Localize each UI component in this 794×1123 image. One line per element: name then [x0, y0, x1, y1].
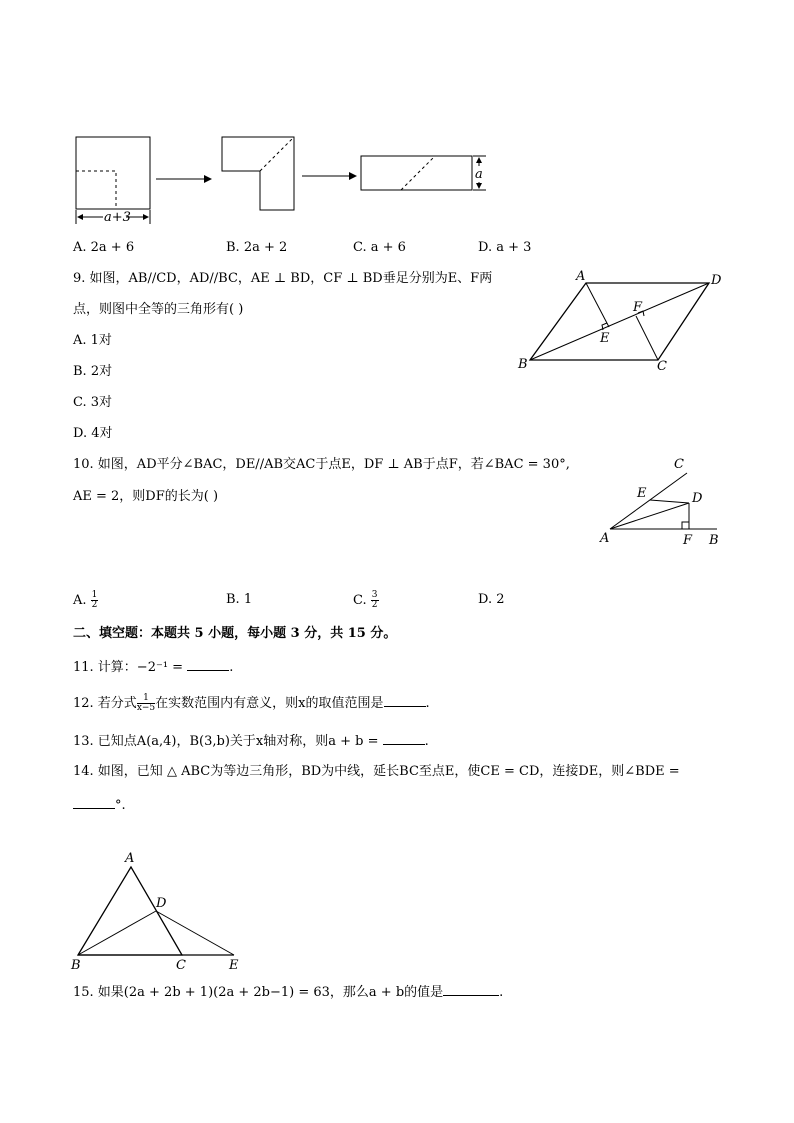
- q10-point-e: E: [637, 486, 647, 501]
- q11-question: 11. 计算：−2⁻¹ = .: [73, 660, 234, 675]
- q10-point-a: A: [600, 531, 610, 546]
- q12-question: 12. 若分式 $\frac{1}{x-5}$ 在实数范围内有意义，则x的取值范围是 .: [73, 693, 430, 713]
- q9-option-c: C. 3对: [73, 395, 113, 410]
- q10-question-line2: AE = 2，则DF的长为( ): [73, 489, 219, 504]
- q9-option-b: B. 2对: [73, 364, 113, 379]
- q10-point-d: D: [692, 491, 703, 506]
- q9-point-b: B: [518, 357, 528, 372]
- q8-option-c: C. a + 6: [353, 240, 406, 255]
- q9-point-f: F: [633, 300, 643, 315]
- q14-point-d: D: [156, 896, 167, 911]
- q9-point-a: A: [576, 269, 586, 284]
- q10-option-a: A. $\frac{1}{2}$: [73, 590, 98, 610]
- q10-option-d: D. 2: [478, 592, 505, 607]
- q8-label-a3: a+3: [104, 210, 131, 225]
- q14-question-line2: °.: [73, 796, 126, 814]
- q10-point-c: C: [674, 457, 684, 472]
- q15-question: 15. 如果(2a + 2b + 1)(2a + 2b−1) = 63，那么a + b的值是 .: [73, 985, 504, 1000]
- q10-point-b: B: [709, 533, 719, 548]
- q8-option-d: D. a + 3: [478, 240, 532, 255]
- q8-label-a: a: [475, 167, 483, 182]
- q14-question-line1: 14. 如图，已知 △ ABC为等边三角形，BD为中线，延长BC至点E，使CE = CD，连接DE，则∠BDE =: [73, 764, 680, 779]
- q9-option-d: D. 4对: [73, 426, 113, 441]
- q10-question-line1: 10. 如图，AD平分∠BAC，DE//AB交AC于点E，DF ⊥ AB于点F，若∠BAC = 30°,: [73, 457, 570, 472]
- q14-point-a: A: [125, 851, 135, 866]
- q9-point-e: E: [600, 331, 610, 346]
- q8-option-a: A. 2a + 6: [73, 240, 135, 255]
- q14-point-e: E: [229, 958, 239, 973]
- q9-question-line2: 点，则图中全等的三角形有( ): [73, 302, 244, 317]
- section-title: 二、填空题：本题共 5 小题，每小题 3 分，共 15 分。: [73, 626, 397, 641]
- q10-point-f: F: [683, 533, 693, 548]
- q8-option-b: B. 2a + 2: [226, 240, 288, 255]
- q9-point-c: C: [657, 359, 667, 374]
- q10-option-b: B. 1: [226, 592, 253, 607]
- q9-point-d: D: [711, 273, 722, 288]
- q9-question-line1: 9. 如图，AB//CD，AD//BC，AE ⊥ BD，CF ⊥ BD垂足分别为E、F两: [73, 271, 493, 286]
- q14-point-c: C: [176, 958, 186, 973]
- q9-option-a: A. 1对: [73, 333, 112, 348]
- q13-question: 13. 已知点A(a,4)，B(3,b)关于x轴对称，则a + b = .: [73, 734, 429, 749]
- q14-point-b: B: [71, 958, 81, 973]
- q10-option-c: C. $\frac{3}{2}$: [353, 590, 378, 610]
